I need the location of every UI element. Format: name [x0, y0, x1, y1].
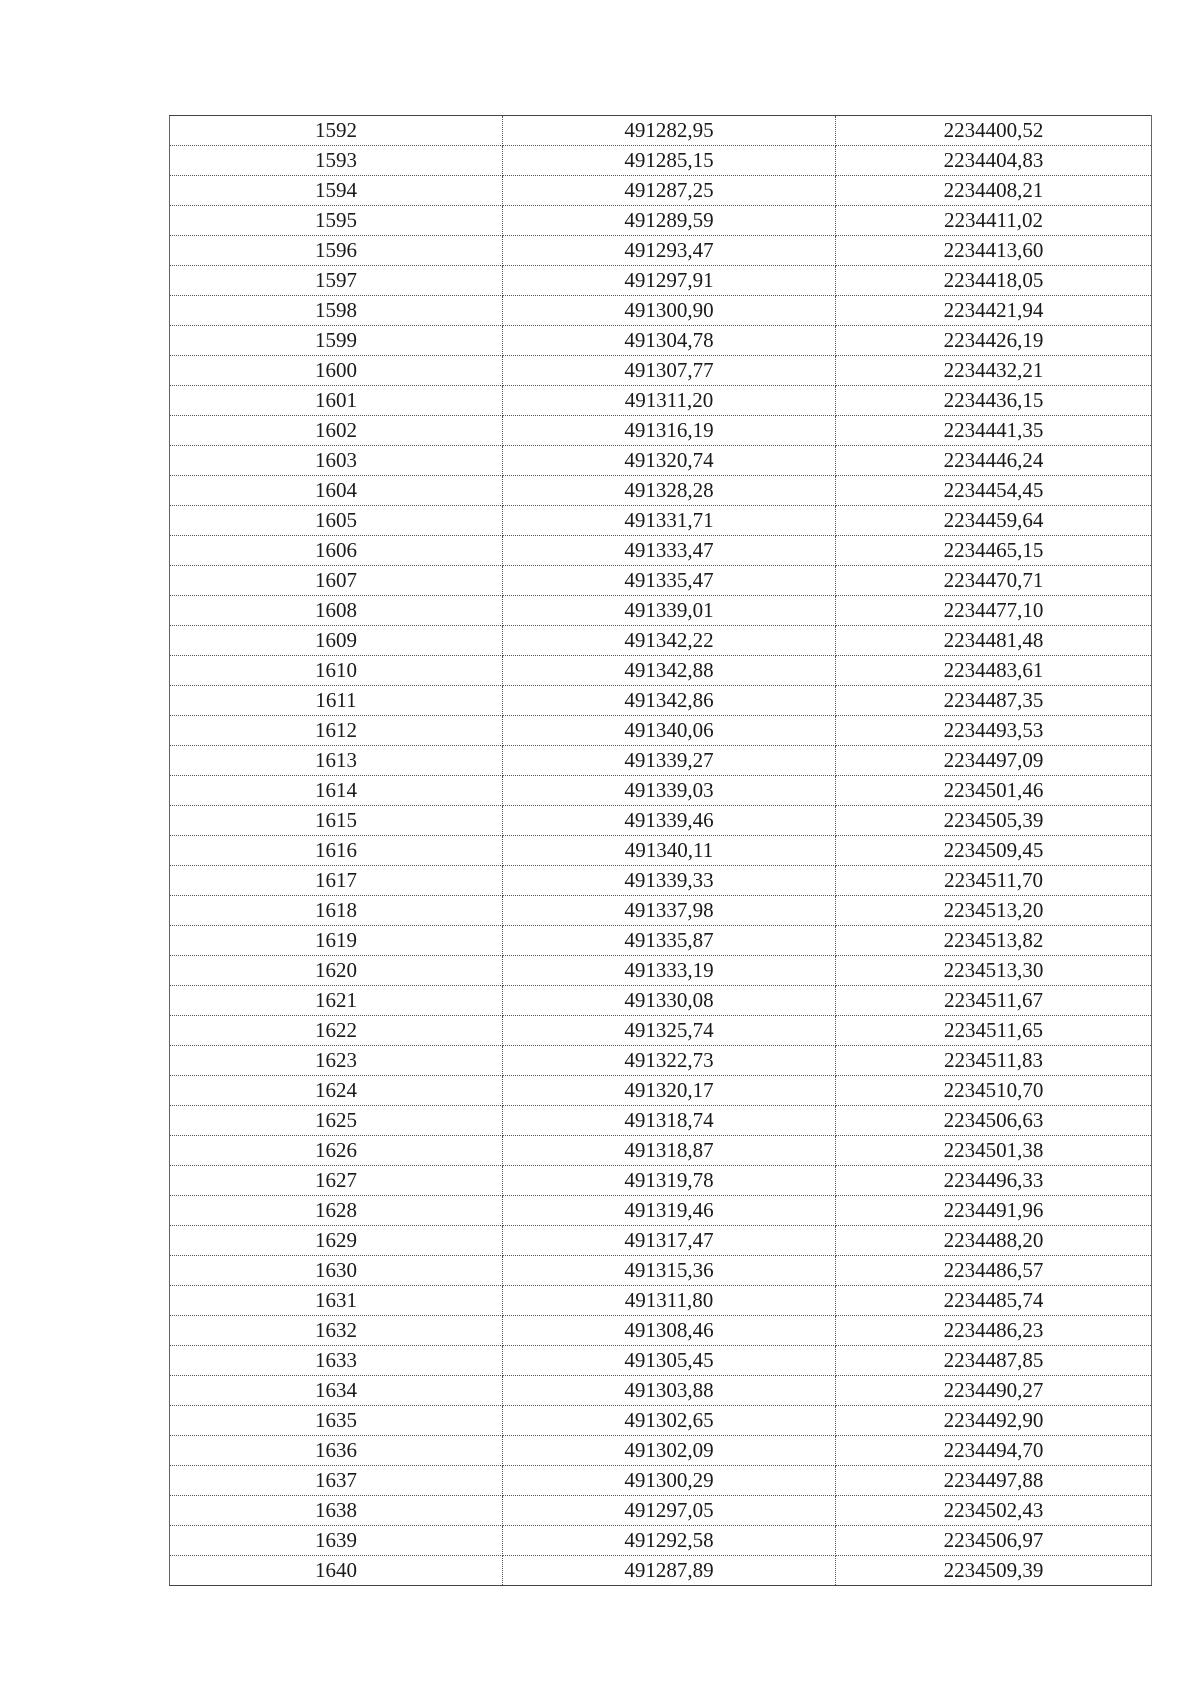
- x-coordinate-cell: 491340,06: [503, 716, 836, 746]
- point-number-cell: 1601: [170, 386, 503, 416]
- point-number-cell: 1598: [170, 296, 503, 326]
- x-coordinate-cell: 491285,15: [503, 146, 836, 176]
- y-coordinate-cell: 2234413,60: [836, 236, 1152, 266]
- x-coordinate-cell: 491319,78: [503, 1166, 836, 1196]
- table-row: [170, 446, 1152, 476]
- point-number-cell: 1594: [170, 176, 503, 206]
- point-number-cell: 1623: [170, 1046, 503, 1076]
- y-coordinate-cell: 2234491,96: [836, 1196, 1152, 1226]
- table-row: [170, 1466, 1152, 1496]
- table-row: [170, 416, 1152, 446]
- table-row: [170, 116, 1152, 146]
- x-coordinate-cell: 491342,22: [503, 626, 836, 656]
- table-row: [170, 1406, 1152, 1436]
- x-coordinate-cell: 491342,86: [503, 686, 836, 716]
- table-row: [170, 926, 1152, 956]
- point-number-cell: 1611: [170, 686, 503, 716]
- table-row: [170, 746, 1152, 776]
- table-row: [170, 956, 1152, 986]
- x-coordinate-cell: 491333,19: [503, 956, 836, 986]
- point-number-cell: 1599: [170, 326, 503, 356]
- point-number-cell: 1593: [170, 146, 503, 176]
- x-coordinate-cell: 491297,05: [503, 1496, 836, 1526]
- point-number-cell: 1639: [170, 1526, 503, 1556]
- y-coordinate-cell: 2234509,45: [836, 836, 1152, 866]
- x-coordinate-cell: 491335,47: [503, 566, 836, 596]
- table-row: [170, 236, 1152, 266]
- x-coordinate-cell: 491335,87: [503, 926, 836, 956]
- point-number-cell: 1634: [170, 1376, 503, 1406]
- point-number-cell: 1630: [170, 1256, 503, 1286]
- table-row: [170, 206, 1152, 236]
- point-number-cell: 1624: [170, 1076, 503, 1106]
- point-number-cell: 1597: [170, 266, 503, 296]
- x-coordinate-cell: 491333,47: [503, 536, 836, 566]
- y-coordinate-cell: 2234436,15: [836, 386, 1152, 416]
- y-coordinate-cell: 2234513,82: [836, 926, 1152, 956]
- table-row: [170, 1436, 1152, 1466]
- point-number-cell: 1615: [170, 806, 503, 836]
- x-coordinate-cell: 491300,90: [503, 296, 836, 326]
- table-row: [170, 626, 1152, 656]
- x-coordinate-cell: 491308,46: [503, 1316, 836, 1346]
- y-coordinate-cell: 2234509,39: [836, 1556, 1152, 1586]
- point-number-cell: 1635: [170, 1406, 503, 1436]
- y-coordinate-cell: 2234486,57: [836, 1256, 1152, 1286]
- y-coordinate-cell: 2234513,30: [836, 956, 1152, 986]
- y-coordinate-cell: 2234511,70: [836, 866, 1152, 896]
- x-coordinate-cell: 491304,78: [503, 326, 836, 356]
- table-row: [170, 1166, 1152, 1196]
- table-row: [170, 1106, 1152, 1136]
- table-row: [170, 686, 1152, 716]
- x-coordinate-cell: 491319,46: [503, 1196, 836, 1226]
- y-coordinate-cell: 2234513,20: [836, 896, 1152, 926]
- x-coordinate-cell: 491328,28: [503, 476, 836, 506]
- x-coordinate-cell: 491305,45: [503, 1346, 836, 1376]
- table-row: [170, 1286, 1152, 1316]
- y-coordinate-cell: 2234501,38: [836, 1136, 1152, 1166]
- point-number-cell: 1602: [170, 416, 503, 446]
- table-row: [170, 476, 1152, 506]
- table-row: [170, 1256, 1152, 1286]
- y-coordinate-cell: 2234446,24: [836, 446, 1152, 476]
- y-coordinate-cell: 2234432,21: [836, 356, 1152, 386]
- y-coordinate-cell: 2234497,09: [836, 746, 1152, 776]
- table-row: [170, 716, 1152, 746]
- table-row: [170, 506, 1152, 536]
- table-row: [170, 986, 1152, 1016]
- x-coordinate-cell: 491339,01: [503, 596, 836, 626]
- y-coordinate-cell: 2234426,19: [836, 326, 1152, 356]
- x-coordinate-cell: 491331,71: [503, 506, 836, 536]
- y-coordinate-cell: 2234465,15: [836, 536, 1152, 566]
- point-number-cell: 1607: [170, 566, 503, 596]
- x-coordinate-cell: 491339,27: [503, 746, 836, 776]
- x-coordinate-cell: 491340,11: [503, 836, 836, 866]
- table-row: [170, 596, 1152, 626]
- y-coordinate-cell: 2234488,20: [836, 1226, 1152, 1256]
- point-number-cell: 1612: [170, 716, 503, 746]
- point-number-cell: 1614: [170, 776, 503, 806]
- x-coordinate-cell: 491320,17: [503, 1076, 836, 1106]
- y-coordinate-cell: 2234497,88: [836, 1466, 1152, 1496]
- x-coordinate-cell: 491311,20: [503, 386, 836, 416]
- x-coordinate-cell: 491317,47: [503, 1226, 836, 1256]
- x-coordinate-cell: 491300,29: [503, 1466, 836, 1496]
- x-coordinate-cell: 491339,03: [503, 776, 836, 806]
- point-number-cell: 1628: [170, 1196, 503, 1226]
- table-row: [170, 896, 1152, 926]
- table-row: [170, 656, 1152, 686]
- y-coordinate-cell: 2234408,21: [836, 176, 1152, 206]
- y-coordinate-cell: 2234494,70: [836, 1436, 1152, 1466]
- point-number-cell: 1622: [170, 1016, 503, 1046]
- y-coordinate-cell: 2234418,05: [836, 266, 1152, 296]
- x-coordinate-cell: 491282,95: [503, 116, 836, 146]
- table-row: [170, 1376, 1152, 1406]
- x-coordinate-cell: 491339,46: [503, 806, 836, 836]
- y-coordinate-cell: 2234510,70: [836, 1076, 1152, 1106]
- y-coordinate-cell: 2234454,45: [836, 476, 1152, 506]
- y-coordinate-cell: 2234470,71: [836, 566, 1152, 596]
- y-coordinate-cell: 2234501,46: [836, 776, 1152, 806]
- y-coordinate-cell: 2234490,27: [836, 1376, 1152, 1406]
- point-number-cell: 1608: [170, 596, 503, 626]
- x-coordinate-cell: 491287,25: [503, 176, 836, 206]
- table-row: [170, 1046, 1152, 1076]
- x-coordinate-cell: 491330,08: [503, 986, 836, 1016]
- point-number-cell: 1616: [170, 836, 503, 866]
- point-number-cell: 1603: [170, 446, 503, 476]
- x-coordinate-cell: 491302,65: [503, 1406, 836, 1436]
- x-coordinate-cell: 491318,74: [503, 1106, 836, 1136]
- x-coordinate-cell: 491293,47: [503, 236, 836, 266]
- point-number-cell: 1625: [170, 1106, 503, 1136]
- table-row: [170, 1016, 1152, 1046]
- x-coordinate-cell: 491289,59: [503, 206, 836, 236]
- x-coordinate-cell: 491337,98: [503, 896, 836, 926]
- point-number-cell: 1617: [170, 866, 503, 896]
- table-row: [170, 386, 1152, 416]
- y-coordinate-cell: 2234511,67: [836, 986, 1152, 1016]
- y-coordinate-cell: 2234487,35: [836, 686, 1152, 716]
- x-coordinate-cell: 491320,74: [503, 446, 836, 476]
- point-number-cell: 1620: [170, 956, 503, 986]
- x-coordinate-cell: 491322,73: [503, 1046, 836, 1076]
- table-row: [170, 176, 1152, 206]
- y-coordinate-cell: 2234441,35: [836, 416, 1152, 446]
- y-coordinate-cell: 2234511,83: [836, 1046, 1152, 1076]
- y-coordinate-cell: 2234502,43: [836, 1496, 1152, 1526]
- coordinates-table: [169, 115, 1152, 1586]
- table-row: [170, 776, 1152, 806]
- point-number-cell: 1626: [170, 1136, 503, 1166]
- y-coordinate-cell: 2234493,53: [836, 716, 1152, 746]
- y-coordinate-cell: 2234400,52: [836, 116, 1152, 146]
- point-number-cell: 1595: [170, 206, 503, 236]
- x-coordinate-cell: 491342,88: [503, 656, 836, 686]
- table-row: [170, 866, 1152, 896]
- x-coordinate-cell: 491302,09: [503, 1436, 836, 1466]
- x-coordinate-cell: 491318,87: [503, 1136, 836, 1166]
- point-number-cell: 1636: [170, 1436, 503, 1466]
- point-number-cell: 1613: [170, 746, 503, 776]
- y-coordinate-cell: 2234459,64: [836, 506, 1152, 536]
- point-number-cell: 1610: [170, 656, 503, 686]
- table-row: [170, 1076, 1152, 1106]
- y-coordinate-cell: 2234486,23: [836, 1316, 1152, 1346]
- x-coordinate-cell: 491287,89: [503, 1556, 836, 1586]
- point-number-cell: 1619: [170, 926, 503, 956]
- table-row: [170, 296, 1152, 326]
- point-number-cell: 1627: [170, 1166, 503, 1196]
- table-row: [170, 566, 1152, 596]
- y-coordinate-cell: 2234483,61: [836, 656, 1152, 686]
- x-coordinate-cell: 491325,74: [503, 1016, 836, 1046]
- x-coordinate-cell: 491307,77: [503, 356, 836, 386]
- point-number-cell: 1606: [170, 536, 503, 566]
- x-coordinate-cell: 491311,80: [503, 1286, 836, 1316]
- y-coordinate-cell: 2234485,74: [836, 1286, 1152, 1316]
- y-coordinate-cell: 2234496,33: [836, 1166, 1152, 1196]
- point-number-cell: 1596: [170, 236, 503, 266]
- y-coordinate-cell: 2234506,63: [836, 1106, 1152, 1136]
- point-number-cell: 1629: [170, 1226, 503, 1256]
- x-coordinate-cell: 491316,19: [503, 416, 836, 446]
- y-coordinate-cell: 2234506,97: [836, 1526, 1152, 1556]
- table-row: [170, 836, 1152, 866]
- x-coordinate-cell: 491297,91: [503, 266, 836, 296]
- y-coordinate-cell: 2234481,48: [836, 626, 1152, 656]
- x-coordinate-cell: 491303,88: [503, 1376, 836, 1406]
- x-coordinate-cell: 491315,36: [503, 1256, 836, 1286]
- table-row: [170, 1526, 1152, 1556]
- table-row: [170, 806, 1152, 836]
- table-row: [170, 1136, 1152, 1166]
- table-row: [170, 536, 1152, 566]
- y-coordinate-cell: 2234487,85: [836, 1346, 1152, 1376]
- table-row: [170, 1196, 1152, 1226]
- x-coordinate-cell: 491292,58: [503, 1526, 836, 1556]
- point-number-cell: 1618: [170, 896, 503, 926]
- point-number-cell: 1592: [170, 116, 503, 146]
- table-row: [170, 1556, 1152, 1586]
- point-number-cell: 1621: [170, 986, 503, 1016]
- point-number-cell: 1633: [170, 1346, 503, 1376]
- point-number-cell: 1600: [170, 356, 503, 386]
- point-number-cell: 1632: [170, 1316, 503, 1346]
- table-row: [170, 146, 1152, 176]
- y-coordinate-cell: 2234421,94: [836, 296, 1152, 326]
- point-number-cell: 1605: [170, 506, 503, 536]
- coordinates-table-body: [170, 116, 1152, 1586]
- point-number-cell: 1640: [170, 1556, 503, 1586]
- table-row: [170, 1316, 1152, 1346]
- x-coordinate-cell: 491339,33: [503, 866, 836, 896]
- y-coordinate-cell: 2234477,10: [836, 596, 1152, 626]
- table-row: [170, 326, 1152, 356]
- table-row: [170, 1496, 1152, 1526]
- table-row: [170, 1346, 1152, 1376]
- y-coordinate-cell: 2234492,90: [836, 1406, 1152, 1436]
- table-row: [170, 266, 1152, 296]
- point-number-cell: 1637: [170, 1466, 503, 1496]
- point-number-cell: 1609: [170, 626, 503, 656]
- point-number-cell: 1638: [170, 1496, 503, 1526]
- y-coordinate-cell: 2234511,65: [836, 1016, 1152, 1046]
- y-coordinate-cell: 2234505,39: [836, 806, 1152, 836]
- point-number-cell: 1631: [170, 1286, 503, 1316]
- table-row: [170, 356, 1152, 386]
- y-coordinate-cell: 2234404,83: [836, 146, 1152, 176]
- y-coordinate-cell: 2234411,02: [836, 206, 1152, 236]
- table-row: [170, 1226, 1152, 1256]
- point-number-cell: 1604: [170, 476, 503, 506]
